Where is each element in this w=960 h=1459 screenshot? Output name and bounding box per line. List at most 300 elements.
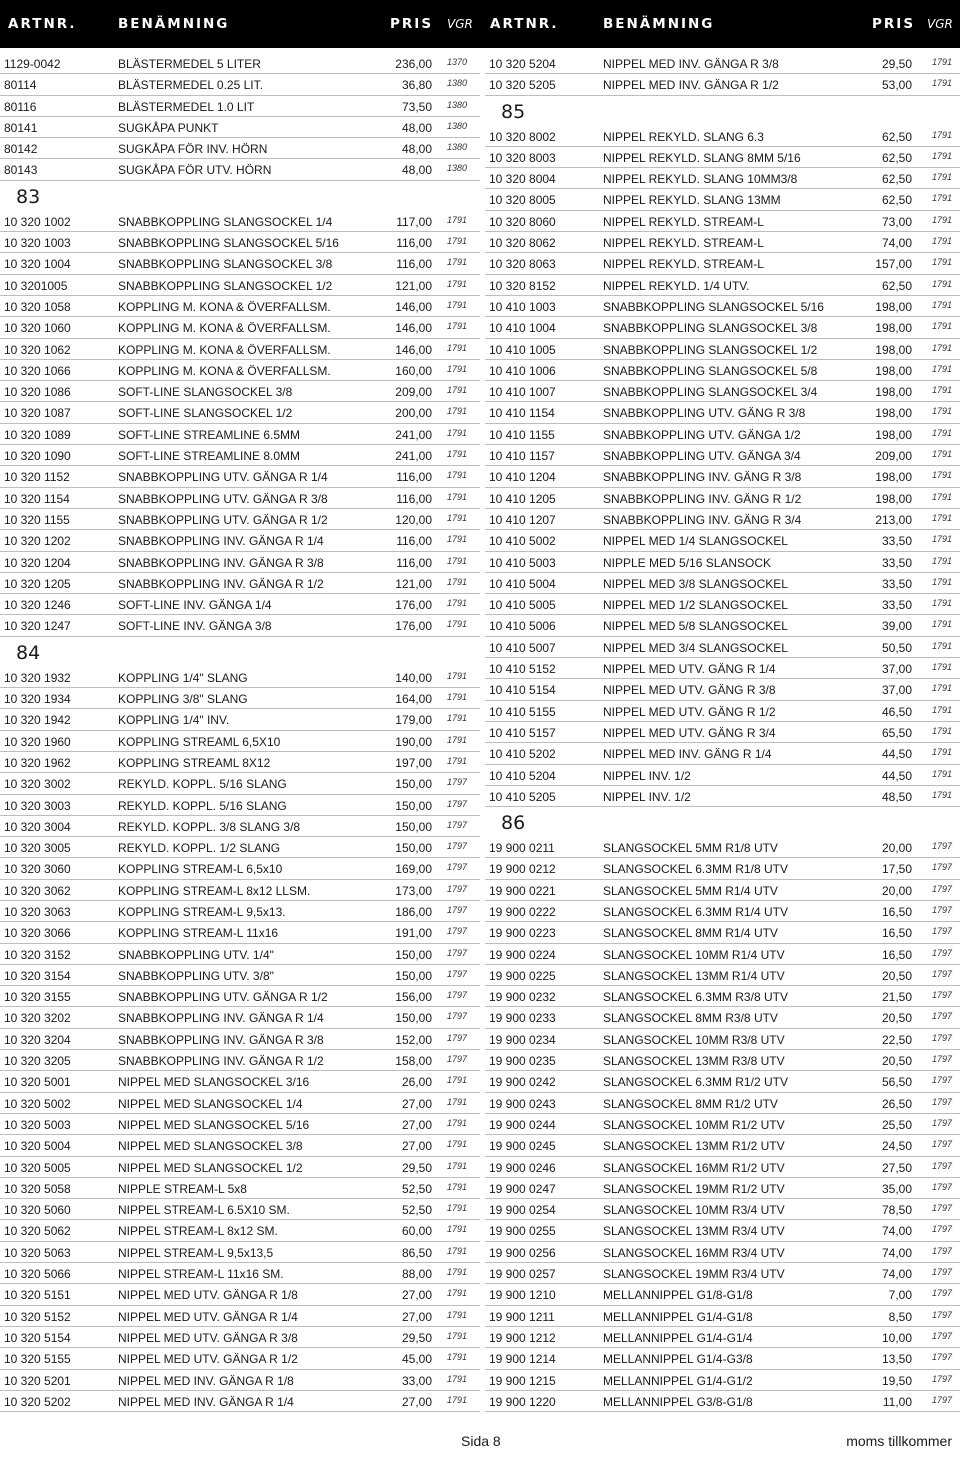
article-name: MELLANNIPPEL G1/4-G1/2 <box>603 1373 753 1388</box>
table-row <box>485 658 960 679</box>
article-number: 19 900 0225 <box>489 968 556 983</box>
vat-note: moms tillkommer <box>846 1433 952 1449</box>
group-number: 84 <box>16 641 41 664</box>
article-vgr: 1791 <box>447 363 468 374</box>
header-pris-right: PRIS <box>872 16 916 32</box>
article-vgr: 1797 <box>447 990 468 1001</box>
article-price: 176,00 <box>395 598 432 613</box>
article-number: 10 320 5202 <box>4 1394 71 1409</box>
table-row <box>0 317 480 338</box>
article-number: 1129-0042 <box>4 57 61 71</box>
table-row <box>485 743 960 764</box>
article-price: 198,00 <box>875 342 912 357</box>
article-price: 27,00 <box>401 1139 432 1154</box>
article-price: 50,50 <box>881 640 912 655</box>
article-price: 45,00 <box>401 1352 432 1367</box>
article-number: 19 900 1212 <box>489 1330 556 1345</box>
table-row <box>485 74 960 95</box>
article-vgr: 1791 <box>447 1352 468 1363</box>
article-name: REKYLD. KOPPL. 5/16 SLANG <box>118 798 287 813</box>
article-vgr: 1791 <box>447 670 468 681</box>
table-row <box>485 1029 960 1050</box>
table-row <box>0 1071 480 1092</box>
article-number: 10 320 1062 <box>4 342 71 357</box>
article-number: 10 320 5204 <box>489 57 556 71</box>
article-vgr: 1797 <box>447 841 468 852</box>
article-vgr: 1797 <box>447 1032 468 1043</box>
article-price: 146,00 <box>395 299 432 314</box>
article-name: SNABBKOPPLING INV. GÄNG R 3/8 <box>603 470 802 485</box>
article-vgr: 1797 <box>932 1160 953 1171</box>
article-vgr: 1797 <box>932 968 953 979</box>
article-name: SUGKÅPA PUNKT <box>118 120 219 135</box>
article-name: SOFT-LINE STREAMLINE 6.5MM <box>118 427 301 442</box>
article-name: SNABBKOPPLING INV. GÄNGA R 3/8 <box>118 1032 324 1047</box>
article-price: 73,00 <box>881 214 912 229</box>
article-price: 27,00 <box>401 1117 432 1132</box>
table-row <box>0 1348 480 1369</box>
article-vgr: 1797 <box>932 1394 953 1405</box>
article-vgr: 1797 <box>932 1224 953 1235</box>
article-number: 10 320 1004 <box>4 257 71 272</box>
article-number: 19 900 0222 <box>489 904 556 919</box>
article-vgr: 1791 <box>932 512 953 523</box>
article-name: NIPPEL MED INV. GÄNGA R 1/2 <box>603 78 779 93</box>
article-name: SNABBKOPPLING SLANGSOCKEL 1/2 <box>603 342 818 357</box>
article-name: NIPPEL STREAM-L 6.5X10 SM. <box>118 1203 290 1218</box>
article-number: 10 320 1205 <box>4 576 71 591</box>
article-number: 10 320 1087 <box>4 406 71 421</box>
article-price: 198,00 <box>875 321 912 336</box>
group-number: 85 <box>501 100 526 123</box>
article-price: 198,00 <box>875 406 912 421</box>
article-name: NIPPEL REKYLD. SLANG 6.3 <box>603 129 764 144</box>
article-vgr: 1791 <box>932 725 953 736</box>
article-price: 27,00 <box>401 1288 432 1303</box>
article-vgr: 1797 <box>447 947 468 958</box>
article-vgr: 1791 <box>932 363 953 374</box>
table-row <box>0 1263 480 1284</box>
article-name: NIPPEL MED 1/4 SLANGSOCKEL <box>603 534 788 549</box>
article-name: SNABBKOPPLING INV. GÄNG R 3/4 <box>603 512 802 527</box>
article-name: BLÄSTERMEDEL 5 LITER <box>118 57 261 71</box>
article-number: 10 320 1002 <box>4 214 71 229</box>
header-vgr: VGR <box>447 17 473 31</box>
article-name: SOFT-LINE SLANGSOCKEL 1/2 <box>118 406 293 421</box>
article-name: NIPPEL REKYLD. 1/4 UTV. <box>603 278 750 293</box>
article-name: NIPPEL REKYLD. STREAM-L <box>603 257 764 272</box>
article-vgr: 1791 <box>447 236 468 247</box>
article-price: 36,80 <box>401 78 432 93</box>
table-row <box>0 424 480 445</box>
article-number: 80114 <box>4 78 37 93</box>
article-price: 24,50 <box>881 1139 912 1154</box>
article-number: 10 320 5058 <box>4 1181 71 1196</box>
article-name: SLANGSOCKEL 13MM R1/4 UTV <box>603 968 785 983</box>
table-row <box>0 445 480 466</box>
article-number: 10 410 1005 <box>489 342 556 357</box>
article-price: 60,00 <box>401 1224 432 1239</box>
article-price: 11,00 <box>882 1394 912 1409</box>
article-price: 33,00 <box>401 1373 432 1388</box>
article-number: 10 320 1247 <box>4 619 71 634</box>
article-price: 173,00 <box>395 883 432 898</box>
article-number: 80116 <box>4 99 37 114</box>
article-number: 19 900 1215 <box>489 1373 556 1388</box>
article-name: KOPPLING 1/4" SLANG <box>118 670 248 685</box>
article-number: 19 900 0255 <box>489 1224 556 1239</box>
article-price: 33,50 <box>881 576 912 591</box>
article-vgr: 1797 <box>932 1309 953 1320</box>
article-price: 20,50 <box>881 1011 912 1026</box>
article-vgr: 1791 <box>447 449 468 460</box>
article-number: 19 900 0243 <box>489 1096 556 1111</box>
table-row <box>0 232 480 253</box>
table-row <box>485 573 960 594</box>
article-vgr: 1791 <box>447 406 468 417</box>
article-name: REKYLD. KOPPL. 5/16 SLANG <box>118 777 287 792</box>
article-name: SLANGSOCKEL 13MM R3/4 UTV <box>603 1224 785 1239</box>
article-price: 62,50 <box>881 172 912 187</box>
article-name: NIPPEL REKYLD. SLANG 10MM3/8 <box>603 172 798 187</box>
table-row <box>0 1327 480 1348</box>
table-row <box>485 1263 960 1284</box>
article-price: 16,50 <box>881 926 912 941</box>
table-row <box>0 360 480 381</box>
table-row <box>485 1071 960 1092</box>
article-name: MELLANNIPPEL G3/8-G1/8 <box>603 1394 753 1409</box>
article-number: 19 900 0223 <box>489 926 556 941</box>
article-vgr: 1791 <box>447 299 468 310</box>
article-vgr: 1797 <box>932 1245 953 1256</box>
table-row <box>0 1370 480 1391</box>
article-vgr: 1791 <box>447 755 468 766</box>
article-number: 10 320 8152 <box>489 278 556 293</box>
article-price: 21,50 <box>881 990 912 1005</box>
article-vgr: 1380 <box>447 163 468 174</box>
article-name: SNABBKOPPLING SLANGSOCKEL 5/16 <box>603 299 824 314</box>
article-name: NIPPEL MED SLANGSOCKEL 3/8 <box>118 1139 303 1154</box>
article-number: 10 320 8063 <box>489 257 556 272</box>
article-number: 10 410 1006 <box>489 363 556 378</box>
article-name: SNABBKOPPLING UTV. GÄNGA R 1/4 <box>118 470 328 485</box>
table-row <box>485 679 960 700</box>
article-price: 65,50 <box>881 725 912 740</box>
table-row <box>485 53 960 74</box>
article-price: 241,00 <box>395 449 432 464</box>
article-number: 10 320 5003 <box>4 1117 71 1132</box>
table-row <box>485 1242 960 1263</box>
table-row <box>485 360 960 381</box>
article-name: SLANGSOCKEL 19MM R3/4 UTV <box>603 1267 785 1282</box>
article-price: 121,00 <box>395 576 432 591</box>
table-row <box>485 530 960 551</box>
table-row <box>0 944 480 965</box>
article-vgr: 1797 <box>932 1373 953 1384</box>
article-number: 10 320 3060 <box>4 862 71 877</box>
article-price: 39,00 <box>881 619 912 634</box>
article-name: NIPPEL MED 5/8 SLANGSOCKEL <box>603 619 788 634</box>
article-price: 62,50 <box>881 150 912 165</box>
article-vgr: 1797 <box>932 1181 953 1192</box>
article-vgr: 1791 <box>447 1203 468 1214</box>
table-row <box>0 731 480 752</box>
article-price: 121,00 <box>395 278 432 293</box>
table-row <box>485 722 960 743</box>
table-row <box>0 402 480 423</box>
table-row <box>0 488 480 509</box>
article-price: 190,00 <box>395 734 432 749</box>
article-vgr: 1797 <box>932 883 953 894</box>
table-row <box>485 1093 960 1114</box>
table-row <box>485 1327 960 1348</box>
table-row <box>485 594 960 615</box>
article-name: SLANGSOCKEL 16MM R3/4 UTV <box>603 1245 785 1260</box>
article-name: SNABBKOPPLING INV. GÄNG R 1/2 <box>603 491 802 506</box>
article-number: 10 320 1003 <box>4 236 71 251</box>
header-pris: PRIS <box>390 16 434 32</box>
article-number: 10 320 5154 <box>4 1330 71 1345</box>
article-price: 29,50 <box>401 1330 432 1345</box>
group-heading <box>0 637 480 667</box>
article-number: 10 320 8060 <box>489 214 556 229</box>
table-row <box>485 1007 960 1028</box>
article-vgr: 1791 <box>932 299 953 310</box>
article-price: 8,50 <box>888 1309 912 1324</box>
table-row <box>0 837 480 858</box>
article-name: SLANGSOCKEL 6.3MM R1/2 UTV <box>603 1075 788 1090</box>
article-vgr: 1791 <box>932 449 953 460</box>
table-row <box>0 667 480 688</box>
article-number: 10 320 3066 <box>4 926 71 941</box>
article-name: NIPPEL MED 3/8 SLANGSOCKEL <box>603 576 788 591</box>
article-vgr: 1791 <box>932 342 953 353</box>
article-number: 10 410 5004 <box>489 576 556 591</box>
article-vgr: 1791 <box>932 406 953 417</box>
article-price: 27,50 <box>881 1160 912 1175</box>
article-number: 19 900 0256 <box>489 1245 556 1260</box>
article-price: 88,00 <box>401 1267 432 1282</box>
group-heading <box>0 181 480 211</box>
table-row <box>0 901 480 922</box>
article-vgr: 1797 <box>932 990 953 1001</box>
article-vgr: 1791 <box>447 257 468 268</box>
table-row <box>485 317 960 338</box>
article-number: 10 320 1152 <box>4 470 70 485</box>
article-vgr: 1791 <box>447 555 468 566</box>
article-vgr: 1797 <box>932 1203 953 1214</box>
article-number: 10 320 5066 <box>4 1267 71 1282</box>
table-row <box>485 168 960 189</box>
article-number: 10 320 5201 <box>4 1373 71 1388</box>
article-number: 19 900 0234 <box>489 1032 556 1047</box>
article-name: SOFT-LINE STREAMLINE 8.0MM <box>118 449 301 464</box>
article-number: 19 900 1214 <box>489 1352 556 1367</box>
article-name: KOPPLING M. KONA & ÖVERFALLSM. <box>118 321 331 336</box>
article-number: 10 320 5062 <box>4 1224 71 1239</box>
article-number: 10 320 1202 <box>4 534 71 549</box>
article-name: KOPPLING STREAM-L 9,5x13. <box>118 904 286 919</box>
article-price: 116,00 <box>396 470 432 485</box>
table-row <box>485 189 960 210</box>
article-price: 33,50 <box>881 534 912 549</box>
article-vgr: 1791 <box>932 768 953 779</box>
article-vgr: 1791 <box>932 78 953 89</box>
article-name: SNABBKOPPLING UTV. 1/4" <box>118 947 274 962</box>
article-number: 19 900 1210 <box>489 1288 556 1303</box>
article-vgr: 1791 <box>447 598 468 609</box>
table-row <box>0 795 480 816</box>
article-number: 19 900 0244 <box>489 1117 556 1132</box>
article-number: 10 320 1089 <box>4 427 71 442</box>
article-number: 10 320 3205 <box>4 1054 71 1069</box>
article-vgr: 1791 <box>932 57 953 67</box>
article-vgr: 1791 <box>932 172 953 183</box>
article-number: 80141 <box>4 120 38 135</box>
article-name: SNABBKOPPLING INV. GÄNGA R 1/4 <box>118 534 324 549</box>
article-vgr: 1791 <box>447 1267 468 1278</box>
article-vgr: 1791 <box>447 321 468 332</box>
article-name: SNABBKOPPLING SLANGSOCKEL 5/8 <box>603 363 818 378</box>
table-row <box>0 986 480 1007</box>
article-price: 74,00 <box>881 236 912 251</box>
article-number: 10 320 1060 <box>4 321 71 336</box>
article-number: 10 410 5007 <box>489 640 556 655</box>
article-name: MELLANNIPPEL G1/4-G3/8 <box>603 1352 753 1367</box>
table-row <box>485 1306 960 1327</box>
article-vgr: 1791 <box>447 713 468 724</box>
article-number: 10 320 5155 <box>4 1352 71 1367</box>
article-vgr: 1791 <box>932 598 953 609</box>
article-number: 10 320 3063 <box>4 904 71 919</box>
article-price: 26,00 <box>401 1075 432 1090</box>
table-row <box>485 1348 960 1369</box>
article-price: 191,00 <box>395 926 432 941</box>
article-number: 10 410 5154 <box>489 683 556 698</box>
table-row <box>0 816 480 837</box>
article-price: 117,00 <box>396 214 432 229</box>
article-number: 10 410 5006 <box>489 619 556 634</box>
article-number: 10 320 3202 <box>4 1011 71 1026</box>
article-number: 10 410 5003 <box>489 555 556 570</box>
table-row <box>485 424 960 445</box>
article-name: NIPPEL MED INV. GÄNGA R 1/8 <box>118 1373 294 1388</box>
article-number: 10 320 3062 <box>4 883 71 898</box>
article-price: 74,00 <box>881 1267 912 1282</box>
article-name: SNABBKOPPLING SLANGSOCKEL 5/16 <box>118 236 339 251</box>
article-number: 10 410 5155 <box>489 704 556 719</box>
article-price: 213,00 <box>875 512 912 527</box>
article-price: 53,00 <box>881 78 912 93</box>
article-price: 33,50 <box>881 598 912 613</box>
table-row <box>0 96 480 117</box>
article-price: 198,00 <box>875 491 912 506</box>
article-number: 10 320 8004 <box>489 172 556 187</box>
article-name: SNABBKOPPLING INV. GÄNGA R 1/2 <box>118 1054 324 1069</box>
article-price: 10,00 <box>881 1330 912 1345</box>
article-price: 48,00 <box>401 142 432 157</box>
article-name: SLANGSOCKEL 16MM R1/2 UTV <box>603 1160 785 1175</box>
article-price: 52,50 <box>401 1181 432 1196</box>
article-name: SNABBKOPPLING SLANGSOCKEL 1/4 <box>118 214 333 229</box>
article-name: SNABBKOPPLING UTV. GÄNG R 3/8 <box>603 406 806 421</box>
table-row <box>485 1114 960 1135</box>
article-name: SLANGSOCKEL 6.3MM R1/4 UTV <box>603 904 788 919</box>
article-name: SLANGSOCKEL 10MM R3/8 UTV <box>603 1032 785 1047</box>
table-row <box>485 944 960 965</box>
table-row <box>485 466 960 487</box>
article-number: 10 410 1157 <box>489 449 555 464</box>
article-name: KOPPLING STREAM-L 8x12 LLSM. <box>118 883 311 898</box>
table-row <box>485 1370 960 1391</box>
article-number: 19 900 0224 <box>489 947 556 962</box>
article-price: 48,50 <box>881 789 912 804</box>
article-name: NIPPEL MED SLANGSOCKEL 3/16 <box>118 1075 310 1090</box>
article-name: NIPPLE MED 5/16 SLANSOCK <box>603 555 772 570</box>
article-vgr: 1791 <box>447 692 468 703</box>
table-row <box>0 880 480 901</box>
article-name: SLANGSOCKEL 19MM R1/2 UTV <box>603 1181 785 1196</box>
group-heading <box>485 807 960 837</box>
right-column <box>485 53 960 1420</box>
article-price: 176,00 <box>395 619 432 634</box>
article-vgr: 1797 <box>932 841 953 852</box>
header-artnr-right: ARTNR. <box>490 16 559 32</box>
article-name: KOPPLING STREAM-L 11x16 <box>118 926 279 941</box>
article-name: NIPPEL MED SLANGSOCKEL 5/16 <box>118 1117 310 1132</box>
article-number: 10 320 3004 <box>4 819 71 834</box>
group-number: 83 <box>16 185 41 208</box>
article-vgr: 1797 <box>932 1288 953 1299</box>
article-vgr: 1791 <box>447 512 468 523</box>
table-row <box>485 837 960 858</box>
article-price: 209,00 <box>875 449 912 464</box>
article-number: 10 320 3204 <box>4 1032 71 1047</box>
article-vgr: 1791 <box>447 342 468 353</box>
article-vgr: 1791 <box>447 1224 468 1235</box>
article-price: 116,00 <box>396 534 432 549</box>
table-row <box>0 159 480 180</box>
article-number: 10 320 5152 <box>4 1309 71 1324</box>
article-name: SOFT-LINE SLANGSOCKEL 3/8 <box>118 385 293 400</box>
article-vgr: 1791 <box>932 236 953 247</box>
article-number: 10 320 3002 <box>4 777 71 792</box>
article-price: 164,00 <box>395 692 432 707</box>
article-price: 157,00 <box>875 257 912 272</box>
article-vgr: 1797 <box>932 1032 953 1043</box>
table-row <box>0 615 480 636</box>
article-name: SOFT-LINE INV. GÄNGA 3/8 <box>118 619 272 634</box>
article-number: 80143 <box>4 163 38 178</box>
article-vgr: 1791 <box>447 1096 468 1107</box>
article-price: 78,50 <box>881 1203 912 1218</box>
table-row <box>485 1178 960 1199</box>
article-name: SNABBKOPPLING UTV. GÄNGA R 1/2 <box>118 990 328 1005</box>
article-price: 150,00 <box>395 819 432 834</box>
article-vgr: 1791 <box>447 1160 468 1171</box>
article-price: 209,00 <box>395 385 432 400</box>
article-price: 22,50 <box>881 1032 912 1047</box>
table-row <box>485 509 960 530</box>
article-number: 10 410 5005 <box>489 598 556 613</box>
table-row <box>0 773 480 794</box>
article-number: 10 320 1090 <box>4 449 71 464</box>
table-row <box>485 1050 960 1071</box>
article-number: 10 410 1004 <box>489 321 556 336</box>
article-vgr: 1797 <box>932 1075 953 1086</box>
table-row <box>0 211 480 232</box>
article-vgr: 1791 <box>447 385 468 396</box>
